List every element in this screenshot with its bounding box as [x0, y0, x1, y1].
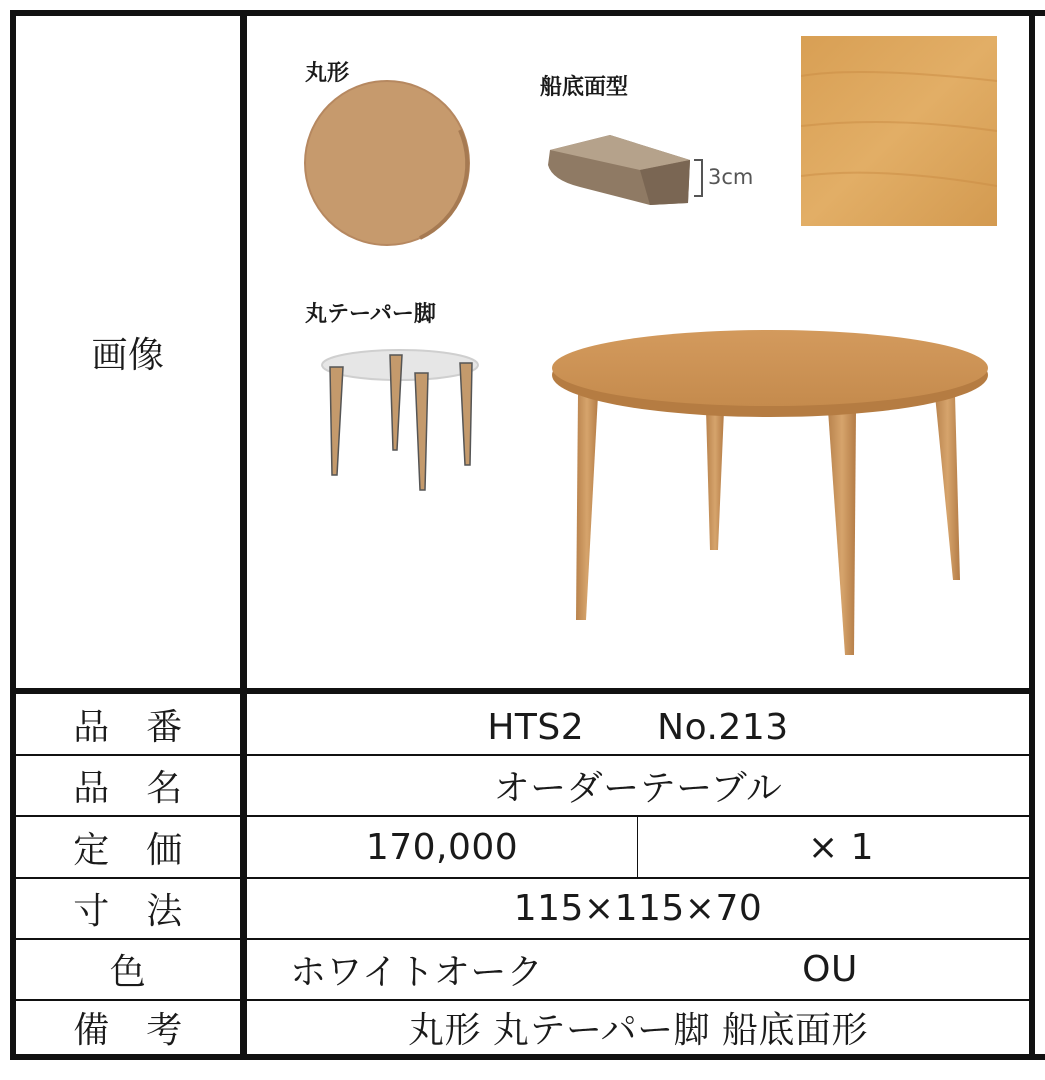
- leg-label: 丸テーパー脚: [305, 302, 436, 327]
- row-value-product-code: HTS2 No.213: [487, 706, 789, 748]
- row-value-product-name: オーダーテーブル: [493, 768, 783, 809]
- row-value-color-name: ホワイトオーク: [290, 952, 544, 993]
- row-value-color-code: OU: [802, 949, 858, 990]
- round-shape-icon: [300, 80, 476, 250]
- row-value-dimensions: 115×115×70: [513, 888, 763, 929]
- edge-label: 船底面型: [540, 75, 629, 100]
- edge-thickness: 3cm: [708, 165, 754, 189]
- row-value-quantity: × 1: [807, 826, 874, 868]
- taper-legs-icon: [310, 345, 500, 495]
- row-label-color: 色: [109, 952, 147, 993]
- row-label-price: 定 価: [73, 829, 183, 871]
- row-value-price: 170,000: [365, 826, 519, 868]
- row-label-product-name: 品 名: [73, 768, 183, 809]
- shape-label: 丸形: [305, 61, 350, 86]
- row-label-dimensions: 寸 法: [73, 891, 183, 932]
- row-label-remarks: 備 考: [73, 1010, 183, 1051]
- row-label-product-code: 品 番: [73, 706, 183, 748]
- wood-swatch: [801, 36, 997, 226]
- image-label: 画像: [91, 334, 165, 376]
- table-illustration: [548, 330, 998, 665]
- boat-bottom-edge-icon: [540, 125, 700, 215]
- frame-right: [1029, 10, 1035, 1060]
- frame-bottom: [10, 1054, 1045, 1060]
- label-column-divider: [240, 10, 247, 1060]
- row-value-remarks: 丸形 丸テーパー脚 船底面形: [407, 1010, 869, 1051]
- thickness-bracket-icon: [692, 158, 706, 200]
